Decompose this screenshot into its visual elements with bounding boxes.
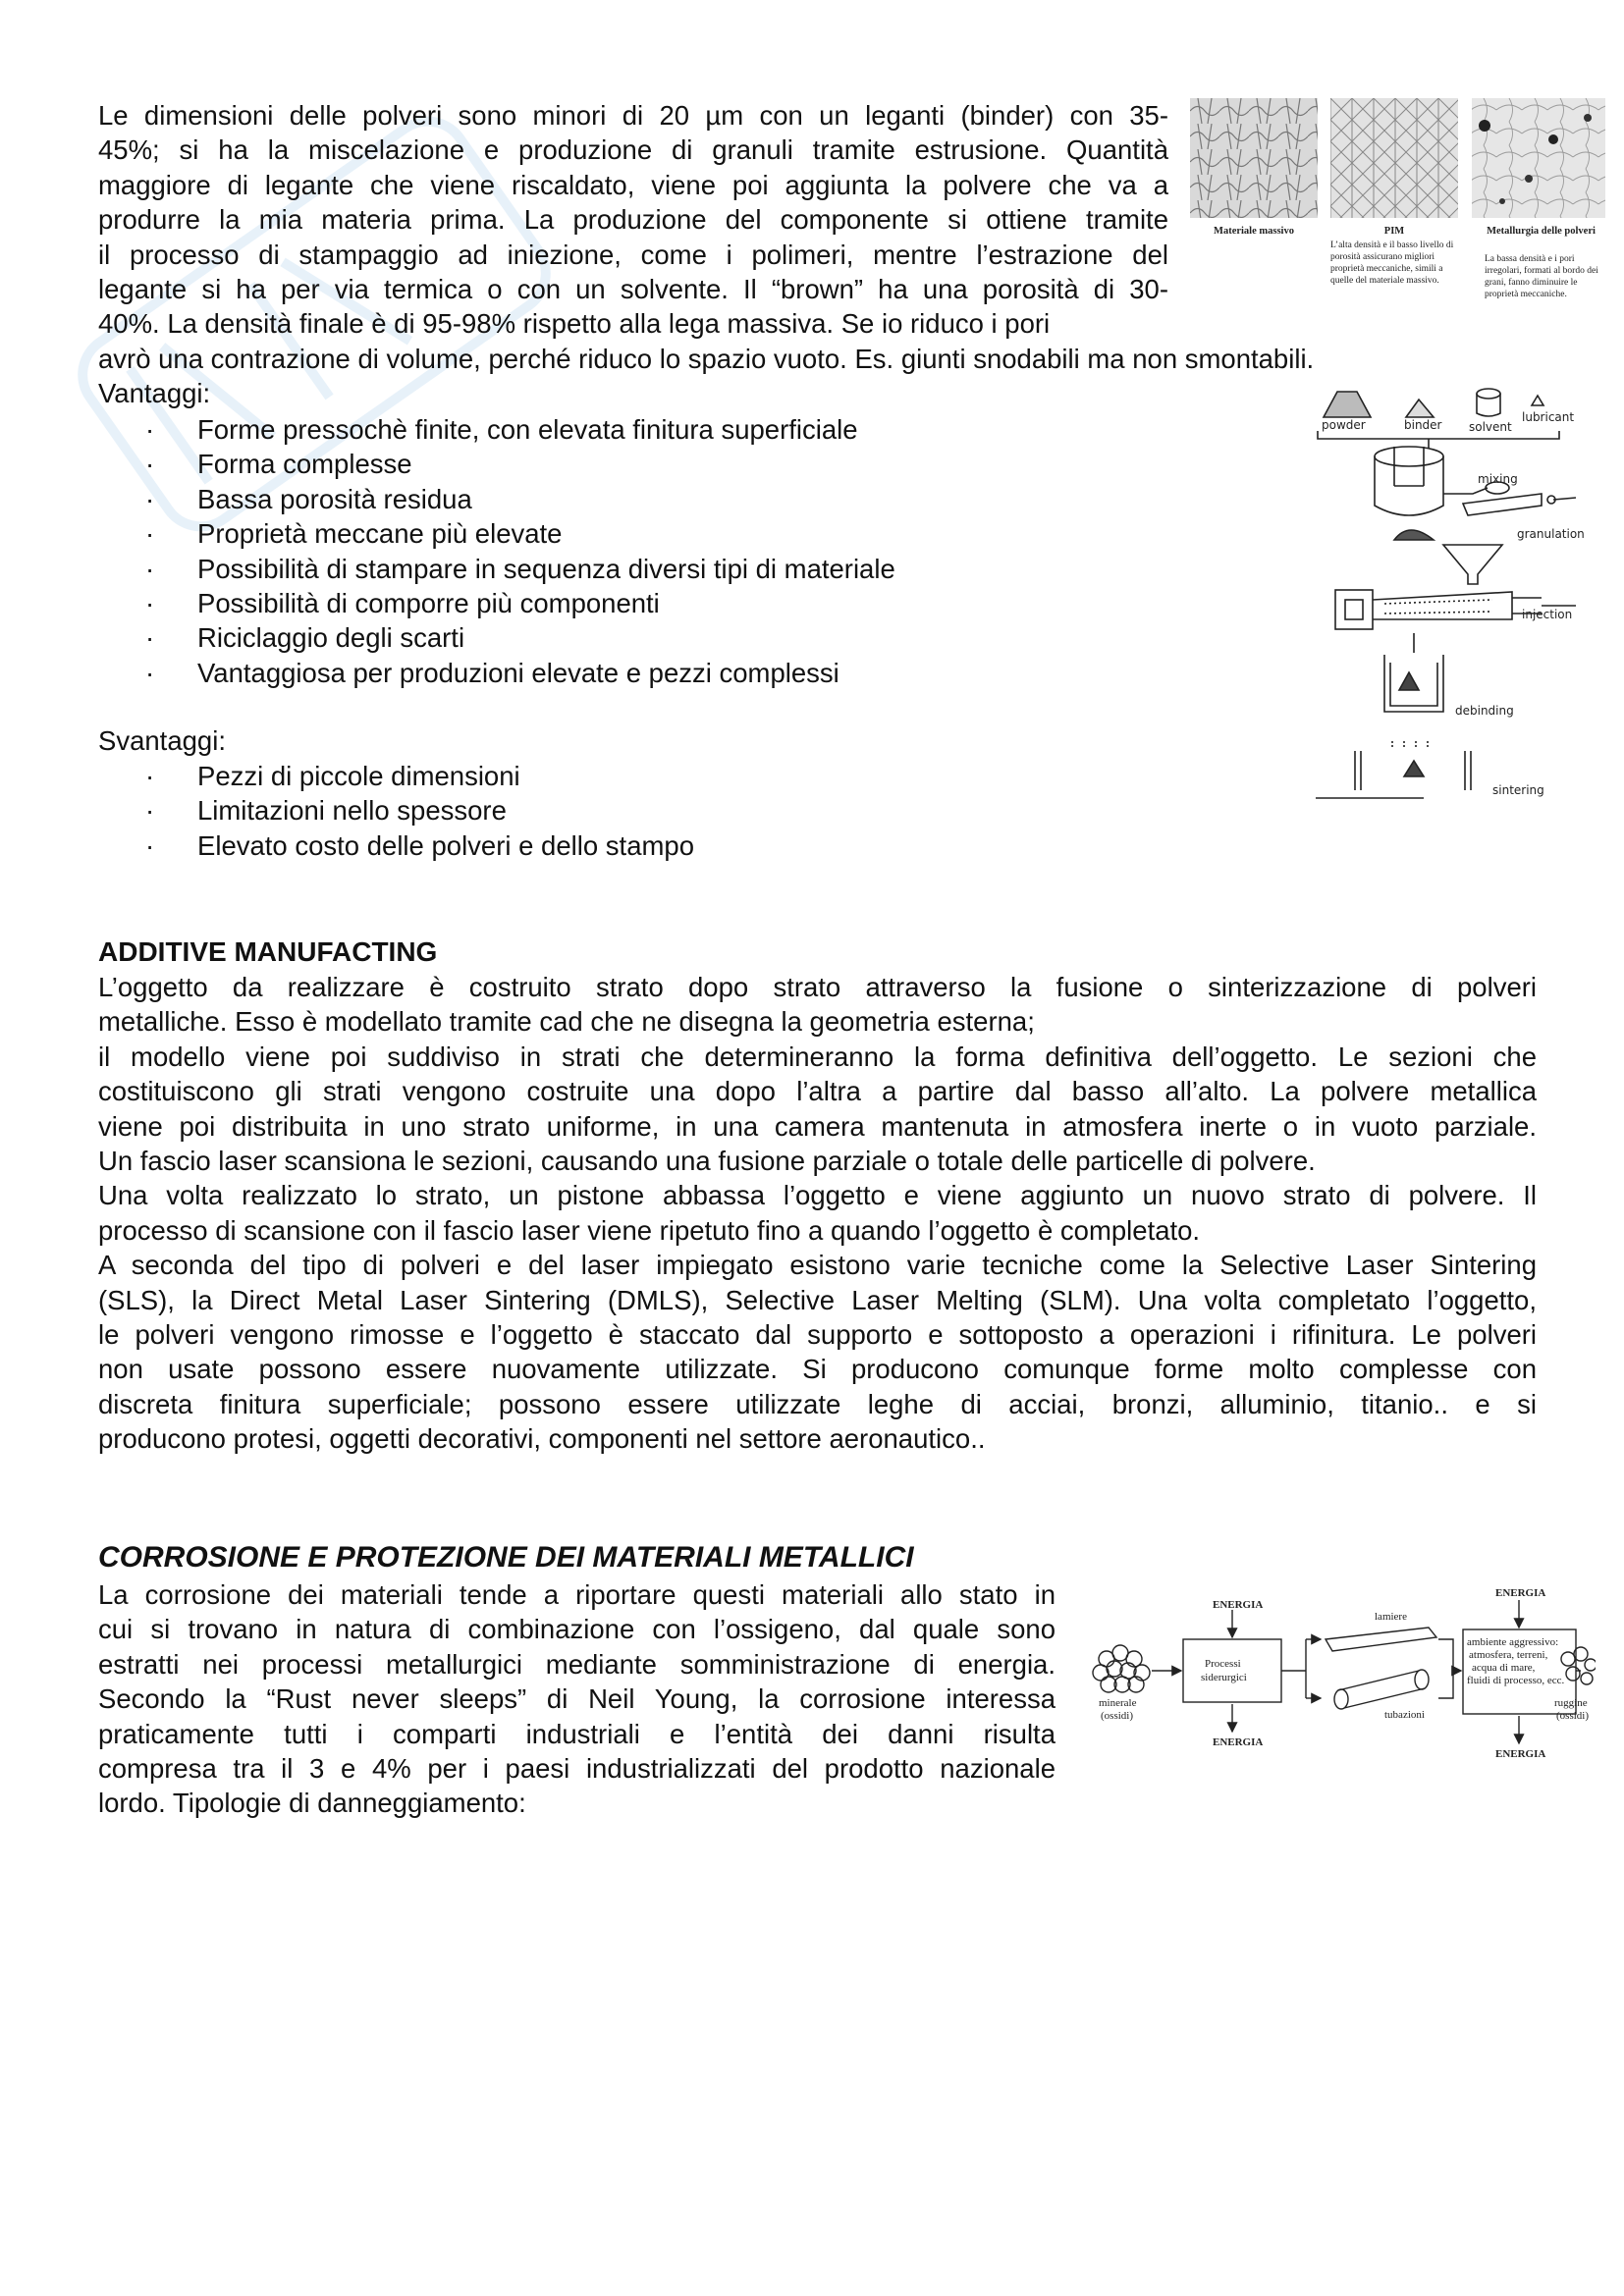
corrosion-line: La corrosione dei materiali tende a riportare questi materiali allo stato in	[98, 1579, 1056, 1610]
intro-line: 45%; si ha la miscelazione e produzione di granuli tramite estrusione. Quantità	[98, 134, 1168, 166]
additive-line: discreta finitura superficiale; possono essere utilizzate leghe di acciai, bronzi, alluminio, titanio.. e si	[98, 1388, 1537, 1419]
tube-icon	[1338, 1671, 1425, 1708]
label-binder: binder	[1404, 418, 1442, 432]
label-ossidi: (ossidi)	[1101, 1710, 1133, 1722]
corrosion-line: praticamente tutti i comparti industriali e l’entità dei danni risulta	[98, 1718, 1056, 1749]
label-solvent: solvent	[1469, 420, 1512, 434]
ore-icon	[1093, 1645, 1150, 1692]
intro-line: il processo di stampaggio ad iniezione, come i polimeri, mentre l’estrazione del	[98, 239, 1168, 270]
corrosion-line: cui si trovano in natura di combinazione con l’ossigeno, dal quale sono	[98, 1614, 1056, 1645]
micrograph-images	[1190, 98, 1607, 226]
mold-icon	[1335, 590, 1373, 629]
rust-icon	[1561, 1647, 1596, 1684]
intro-line: produrre la mia materia prima. La produzione del componente si ottiene tramite	[98, 204, 1168, 236]
additive-line: Un fascio laser scansiona le sezioni, causando una fusione parziale o totale delle particelle di polvere.	[98, 1146, 1316, 1177]
binder-icon	[1406, 400, 1434, 417]
process-box	[1183, 1639, 1281, 1702]
label-minerale: minerale	[1099, 1697, 1137, 1709]
corrosion-cycle-diagram	[1085, 1580, 1596, 1782]
additive-paragraph	[98, 970, 1537, 1457]
intro-line: maggiore di legante che viene riscaldato, viene poi aggiunta la polvere che va a	[98, 169, 1168, 200]
corrosion-line: Secondo la “Rust never sleeps” di Neil Young, la corrosione interessa	[98, 1683, 1056, 1715]
additive-line: il modello viene poi suddiviso in strati che determineranno la forma definitiva dell’oggetto. Le sezioni che	[98, 1041, 1537, 1072]
additive-line: A seconda del tipo di polveri e del laser impiegato esistono varie tecniche come la Selective Laser Sintering	[98, 1250, 1537, 1281]
extruder-icon	[1463, 494, 1542, 515]
label-lubricant: lubricant	[1522, 410, 1575, 424]
corrosion-paragraph	[98, 1577, 1056, 1821]
corrosion-heading: CORROSIONE E PROTEZIONE DEI MATERIALI METALLICI	[98, 1541, 914, 1574]
micrograph-comparison-figure	[1190, 98, 1607, 304]
label-energia-top: ENERGIA	[1495, 1587, 1546, 1599]
additive-line: viene poi distribuita in uno strato uniforme, in una camera mantenuta in atmosfera inerte o in vuoto parziale.	[98, 1110, 1537, 1142]
label-energia-bottom: ENERGIA	[1495, 1748, 1546, 1760]
caption-pim-title: PIM	[1383, 226, 1405, 237]
label-ambiente-1: ambiente aggressivo:	[1467, 1636, 1559, 1648]
label-energia-in: ENERGIA	[1213, 1599, 1264, 1611]
lubricant-icon	[1532, 396, 1543, 405]
label-energia-out: ENERGIA	[1213, 1736, 1264, 1748]
additive-line: (SLS), la Direct Metal Laser Sintering (DMLS), Selective Laser Melting (SLM). Una volta completato l’oggetto,	[98, 1284, 1537, 1315]
caption-pim-text: L’alta densità e il basso livello di porosità assicurano migliori proprietà meccaniche, simili a quelle del materiale massivo.	[1330, 240, 1454, 286]
label-processi: Processi	[1205, 1658, 1241, 1670]
additive-line: L’oggetto da realizzare è costruito strato dopo strato attraverso la fusione o sinterizzazione di polveri	[98, 972, 1537, 1002]
additive-line: le polveri vengono rimosse e l’oggetto è staccato dal supporto e sottoposto a operazioni i rifinitura. Le polveri	[98, 1319, 1537, 1351]
solvent-icon	[1477, 389, 1500, 399]
label-injection: injection	[1522, 608, 1573, 621]
label-powder: powder	[1322, 418, 1366, 432]
advantages-title: Vantaggi:	[98, 378, 211, 408]
label-lamiere: lamiere	[1375, 1611, 1407, 1623]
label-ambiente-4: fluidi di processo, ecc.	[1467, 1675, 1565, 1686]
corrosion-line: estratti nei processi metallurgici mediante somministrazione di energia.	[98, 1648, 1056, 1680]
caption-pm-text: La bassa densità e i pori irregolari, formati al bordo dei grani, fanno diminuire le proprietà meccaniche.	[1485, 254, 1598, 299]
caption-massivo-title: Materiale massivo	[1214, 226, 1294, 237]
additive-heading: ADDITIVE MANUFACTING	[98, 936, 438, 967]
intro-line: Le dimensioni delle polveri sono minori di 20 µm con un leganti (binder) con 35-	[98, 100, 1168, 131]
intro-line: legante si ha per via termica o con un solvente. Il “brown” ha una porosità di 30-	[98, 274, 1168, 305]
sheet-icon	[1326, 1628, 1436, 1651]
label-ruggine: ruggine	[1554, 1697, 1588, 1709]
label-ossidi-2: (ossidi)	[1556, 1710, 1589, 1722]
additive-line: costituiscono gli strati vengono costruite una dopo l’altra a partire dal basso all’alto. La polvere metallica	[98, 1076, 1537, 1107]
label-mixing: mixing	[1478, 472, 1518, 486]
label-debinding: debinding	[1455, 704, 1514, 718]
additive-line: processo di scansione con il fascio laser viene ripetuto fino a quando l’oggetto è completato.	[98, 1214, 1201, 1246]
granules-icon	[1394, 530, 1434, 540]
additive-line: producono protesi, oggetti decorativi, componenti nel settore aeronautico..	[98, 1423, 986, 1455]
additive-line: non usate possono essere nuovamente utilizzate. Si producono comunque forme molto complesse con	[98, 1354, 1537, 1385]
disadvantages-title: Svantaggi:	[98, 725, 226, 756]
label-siderurgici: siderurgici	[1201, 1672, 1247, 1683]
label-ambiente-3: acqua di mare,	[1472, 1662, 1536, 1674]
additive-line: metalliche. Esso è modellato tramite cad che ne disegna la geometria esterna;	[98, 1006, 1035, 1038]
powder-icon	[1324, 392, 1371, 417]
intro-line: avrò una contrazione di volume, perché riduco lo spazio vuoto. Es. giunti snodabili ma non smontabili.	[98, 343, 1315, 374]
intro-line: 40%. La densità finale è di 95-98% rispetto alla lega massiva. Se io riduco i pori	[98, 308, 1051, 340]
label-tubazioni: tubazioni	[1384, 1709, 1425, 1721]
pim-process-diagram	[1296, 378, 1591, 825]
label-sintering: sintering	[1492, 783, 1544, 797]
label-ambiente-2: atmosfera, terreni,	[1469, 1649, 1548, 1661]
corrosion-line: compresa tra il 3 e 4% per i paesi industrializzati del prodotto nazionale	[98, 1753, 1056, 1785]
additive-line: Una volta realizzato lo strato, un pistone abbassa l’oggetto e viene aggiunto un nuovo strato di polvere. Il	[98, 1180, 1537, 1211]
caption-pm-title: Metallurgia delle polveri	[1487, 226, 1596, 237]
corrosion-line: lordo. Tipologie di danneggiamento:	[98, 1788, 526, 1819]
label-granulation: granulation	[1517, 527, 1585, 541]
funnel-icon	[1443, 545, 1502, 584]
